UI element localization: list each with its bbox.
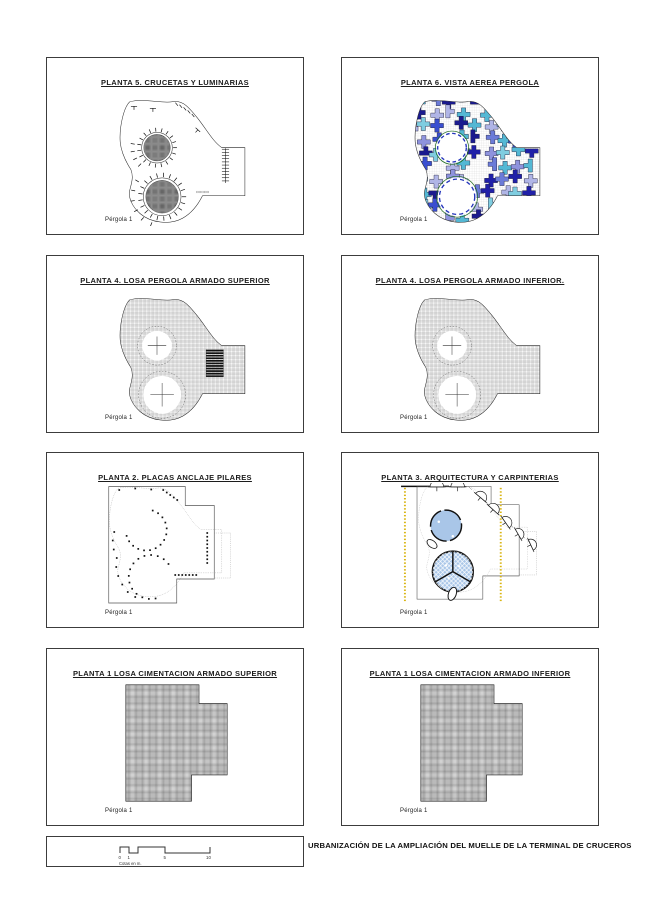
luminaria-ladder-mark (222, 148, 229, 183)
graphic-scale-bar (105, 840, 255, 866)
panel-planta3-arquitectura (341, 452, 599, 628)
panel-title: PLANTA 5. CRUCETAS Y LUMINARIAS (101, 78, 249, 87)
losa-cimentacion-superior-drawing (122, 682, 231, 804)
pergola-caption: Pérgola 1 (400, 808, 428, 814)
scale-tick-5: 5 (163, 855, 166, 860)
losa-pergola-superior-drawing (111, 296, 249, 424)
panel-planta4-armado-superior (46, 255, 304, 433)
panel-title: PLANTA 3. ARQUITECTURA Y CARPINTERIAS (381, 473, 559, 482)
panel-title: PLANTA 6. VISTA AEREA PERGOLA (400, 78, 540, 87)
panel-planta1-cimentacion-inferior (341, 648, 599, 826)
scale-tick-0: 0 (118, 855, 121, 860)
scale-caption: Cotas en m. (119, 861, 142, 866)
cruceta-t-marks (131, 103, 200, 135)
scale-tick-10: 10 (206, 855, 211, 860)
junction-dotted-squares (196, 191, 208, 193)
placas-anclaje-drawing (99, 483, 237, 608)
arquitectura-carpinterias-drawing (400, 483, 541, 604)
refuerzo-dense-bars (206, 350, 223, 377)
vista-aerea-mosaic-drawing (406, 98, 544, 226)
panel-planta2-placas-anclaje (46, 452, 304, 628)
pergola-caption: Pérgola 1 (105, 415, 133, 421)
pergola-caption: Pérgola 1 (400, 610, 428, 616)
panel-title: PLANTA 1 LOSA CIMENTACION ARMADO SUPERIOR (72, 669, 278, 678)
glass-roof-circles (425, 510, 473, 601)
scale-tick-1: 1 (127, 855, 130, 860)
pergola-caption: Pérgola 1 (400, 415, 428, 421)
pergola-caption: Pérgola 1 (105, 217, 133, 223)
anchor-plate-dots (112, 488, 208, 600)
panel-planta4-armado-inferior (341, 255, 599, 433)
panel-planta5-crucetas (46, 57, 304, 235)
sheet-title: URBANIZACIÓN DE LA AMPLIACIÓN DEL MUELLE DE LA TERMINAL DE CRUCEROS (308, 841, 632, 850)
panel-title: PLANTA 4. LOSA PERGOLA ARMADO SUPERIOR (80, 276, 270, 285)
panel-title: PLANTA 2. PLACAS ANCLAJE PILARES (98, 473, 252, 482)
panel-planta1-cimentacion-superior (46, 648, 304, 826)
panel-title: PLANTA 4. LOSA PERGOLA ARMADO INFERIOR. (375, 276, 565, 285)
pergola-caption: Pérgola 1 (105, 610, 133, 616)
crucetas-luminarias-drawing (111, 98, 249, 226)
pergola-caption: Pérgola 1 (400, 217, 428, 223)
losa-pergola-inferior-drawing (406, 296, 544, 424)
losa-cimentacion-inferior-drawing (417, 682, 526, 804)
scale-bar-box (46, 836, 304, 867)
panel-planta6-vista-aerea (341, 57, 599, 235)
pergola-caption: Pérgola 1 (105, 808, 133, 814)
panel-title: PLANTA 1 LOSA CIMENTACION ARMADO INFERIOR (369, 669, 571, 678)
